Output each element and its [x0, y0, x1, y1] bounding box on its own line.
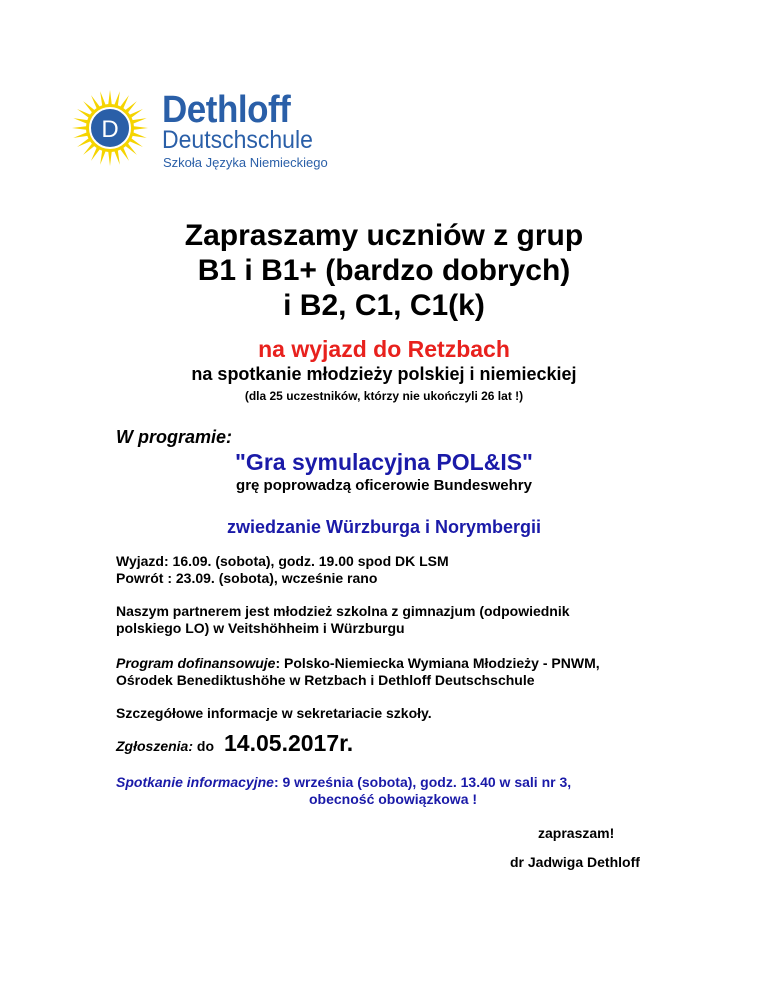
school-logo	[70, 88, 150, 168]
sun-ray	[119, 95, 129, 110]
sun-ray	[114, 149, 120, 165]
sun-ray	[108, 150, 112, 166]
sun-ray	[124, 101, 137, 114]
details-line: Szczegółowe informacje w sekretariacie szkoły.	[116, 705, 432, 721]
trip-heading: na wyjazd do Retzbach	[258, 336, 510, 362]
sun-ray	[131, 132, 147, 138]
partner-paragraph	[116, 603, 570, 637]
sightseeing-line: zwiedzanie Würzburga i Norymbergii	[226, 517, 542, 537]
headline-line-3: i B2, C1, C1(k)	[283, 289, 485, 322]
sun-ray	[128, 109, 143, 119]
headline	[0, 218, 768, 323]
sun-ray	[108, 90, 112, 106]
headline-line-1: Zapraszamy uczniów z grup	[184, 219, 584, 252]
apply-date: 14.05.2017r.	[224, 730, 354, 756]
logo-letter: D	[101, 116, 119, 143]
sun-ray	[132, 126, 148, 130]
sun-ray	[124, 142, 137, 155]
simulation-game-title: "Gra symulacyjna POL&IS"	[235, 449, 533, 475]
logo-tagline: Szkoła Języka Niemieckiego	[163, 155, 328, 170]
sun-ray	[72, 126, 88, 130]
sun-ray	[100, 149, 106, 165]
sun-ray	[77, 109, 92, 119]
partner-line-1: Naszym partnerem jest młodzież szkolna z gimnazjum (odpowiednik	[116, 603, 570, 619]
sun-ray	[100, 91, 106, 107]
apply-do: do	[193, 738, 215, 754]
info-meeting-lead: Spotkanie informacyjne	[116, 774, 274, 790]
signature: dr Jadwiga Dethloff	[510, 854, 640, 870]
funding-line-2: Ośrodek Benediktushöhe w Retzbach i Dethloff Deutschschule	[116, 672, 535, 688]
sun-ray	[128, 137, 143, 147]
funding-paragraph	[116, 655, 600, 689]
sun-ray	[91, 146, 101, 161]
partner-line-2: polskiego LO) w Veitshöhheim i Würzburgu	[116, 620, 405, 636]
apply-label: Zgłoszenia:	[116, 738, 194, 754]
return-line: Powrót : 23.09. (sobota), wcześnie rano	[116, 570, 378, 586]
funding-rest: : Polsko-Niemiecka Wymiana Młodzieży - PNWM,	[275, 655, 600, 671]
info-meeting-line-2: obecność obowiązkowa !	[309, 791, 478, 807]
sun-logo-icon	[70, 88, 150, 168]
sun-ray	[83, 101, 96, 114]
sun-ray	[77, 137, 92, 147]
logo-subtitle: Deutschschule	[162, 126, 313, 154]
departure-line: Wyjazd: 16.09. (sobota), godz. 19.00 spod DK LSM	[116, 553, 449, 569]
sun-ray	[73, 132, 89, 138]
sun-ray	[131, 118, 147, 124]
application-deadline	[116, 730, 353, 757]
officers-note: grę poprowadzą oficerowie Bundeswehry	[236, 477, 532, 494]
invite-text: zapraszam!	[538, 825, 615, 841]
sun-ray	[114, 91, 120, 107]
sun-ray	[73, 118, 89, 124]
trip-dates	[116, 553, 449, 587]
funding-lead: Program dofinansowuje	[116, 655, 276, 671]
sun-ray	[91, 95, 101, 110]
participants-note: (dla 25 uczestników, którzy nie ukończyli 26 lat !)	[244, 389, 524, 403]
sun-ray	[83, 142, 96, 155]
info-meeting-rest: : 9 września (sobota), godz. 13.40 w sali nr 3,	[273, 774, 572, 790]
sun-ray	[119, 146, 129, 161]
program-label: W programie:	[116, 427, 233, 447]
info-meeting	[116, 774, 571, 791]
headline-line-2: B1 i B1+ (bardzo dobrych)	[197, 254, 571, 287]
logo-title: Dethloff	[162, 89, 291, 131]
meeting-subheading: na spotkanie młodzieży polskiej i niemieckiej	[191, 364, 577, 384]
